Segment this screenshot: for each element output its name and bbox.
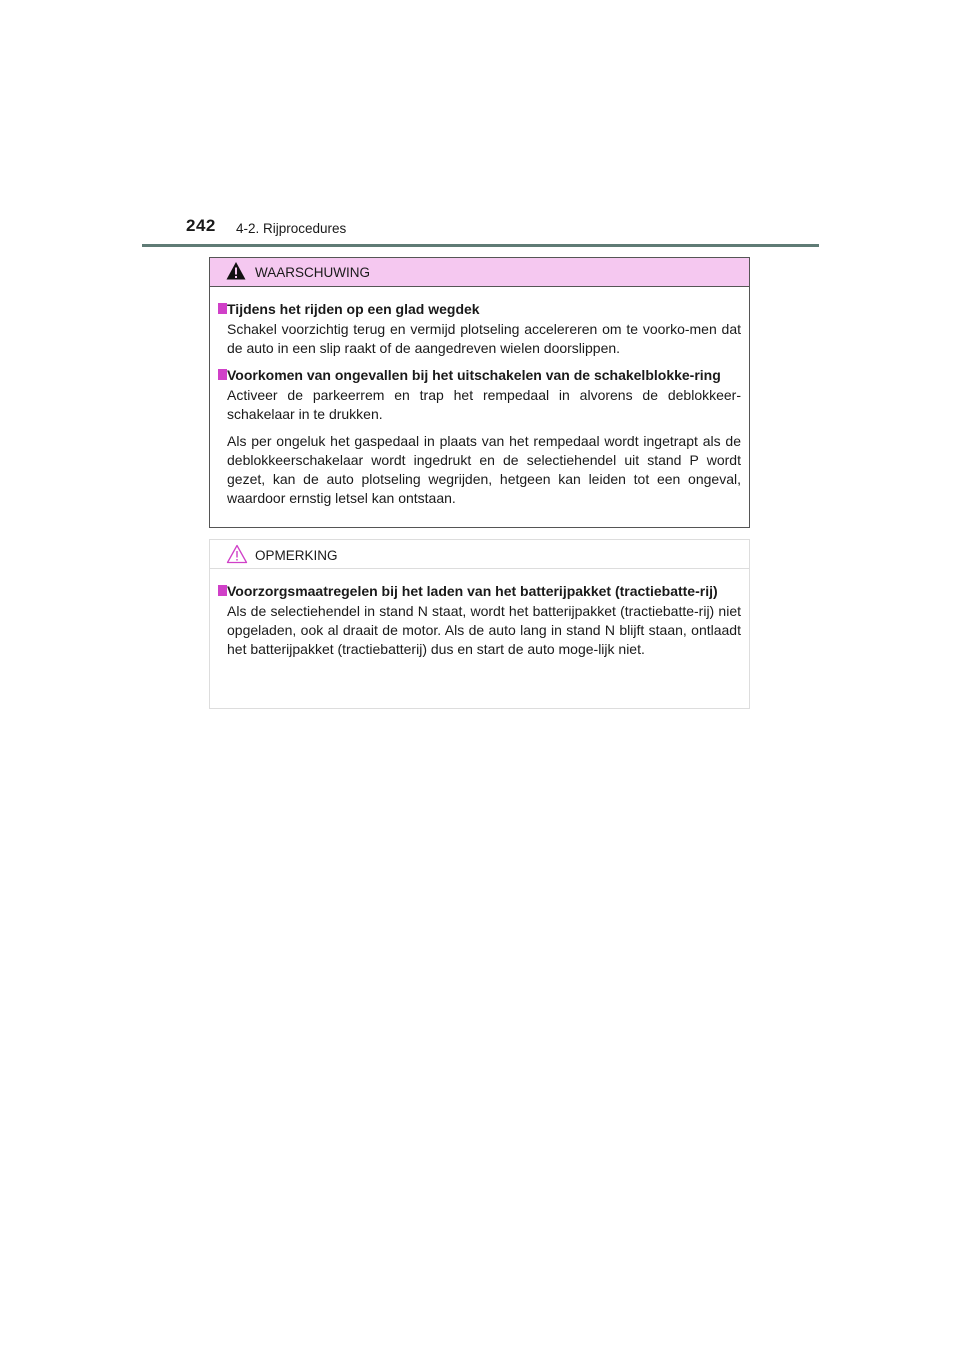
warning-header	[210, 258, 749, 287]
warning-item	[218, 300, 741, 358]
warning-triangle-icon	[226, 261, 246, 286]
warning-item-paragraph: Als per ongeluk het gaspedaal in plaats van het rempedaal wordt ingetrapt als de deblokkeerschakelaar wordt ingedrukt en de selectiehendel uit stand P wordt gezet, kan de auto plotseling wegrijden, hetgeen kan leiden tot een ongeval, waardoor ernstig letsel kan ontstaan.	[227, 433, 741, 506]
page-number: 242	[186, 216, 216, 235]
square-bullet-icon	[218, 303, 227, 314]
note-body	[210, 569, 749, 659]
warning-item-paragraph: Schakel voorzichtig terug en vermijd plotseling accelereren om te voorko-men dat de auto in een slip raakt of de aangedreven wielen doorslippen.	[227, 321, 741, 356]
warning-item-heading-text: Voorkomen van ongevallen bij het uitschakelen van de schakelblokke-ring	[227, 367, 721, 383]
note-item-heading	[227, 582, 741, 601]
caution-outline-icon	[226, 544, 248, 569]
square-bullet-icon	[218, 585, 227, 596]
warning-box	[209, 257, 750, 528]
note-item	[218, 582, 741, 659]
warning-item	[218, 366, 741, 508]
header-rule	[142, 244, 819, 247]
section-title: 4-2. Rijprocedures	[236, 221, 347, 236]
note-title: OPMERKING	[255, 548, 338, 563]
warning-item-heading	[227, 366, 741, 385]
note-header	[210, 540, 749, 569]
warning-item-heading	[227, 300, 741, 319]
note-box	[209, 539, 750, 709]
warning-body	[210, 287, 749, 508]
square-bullet-icon	[218, 369, 227, 380]
warning-title: WAARSCHUWING	[255, 265, 370, 280]
note-item-heading-text: Voorzorgsmaatregelen bij het laden van het batterijpakket (tractiebatte-rij)	[227, 583, 718, 599]
warning-item-heading-text: Tijdens het rijden op een glad wegdek	[227, 301, 480, 317]
warning-item-paragraph: Activeer de parkeerrem en trap het rempedaal in alvorens de deblokkeer-schakelaar in te drukken.	[227, 387, 741, 422]
note-item-paragraph: Als de selectiehendel in stand N staat, wordt het batterijpakket (tractiebatte-rij) niet opgeladen, ook al draait de motor. Als de auto lang in stand N blijft staan, ontlaadt het batterijpakket (tractiebatterij) dus en start de auto moge-lijk niet.	[227, 603, 741, 657]
